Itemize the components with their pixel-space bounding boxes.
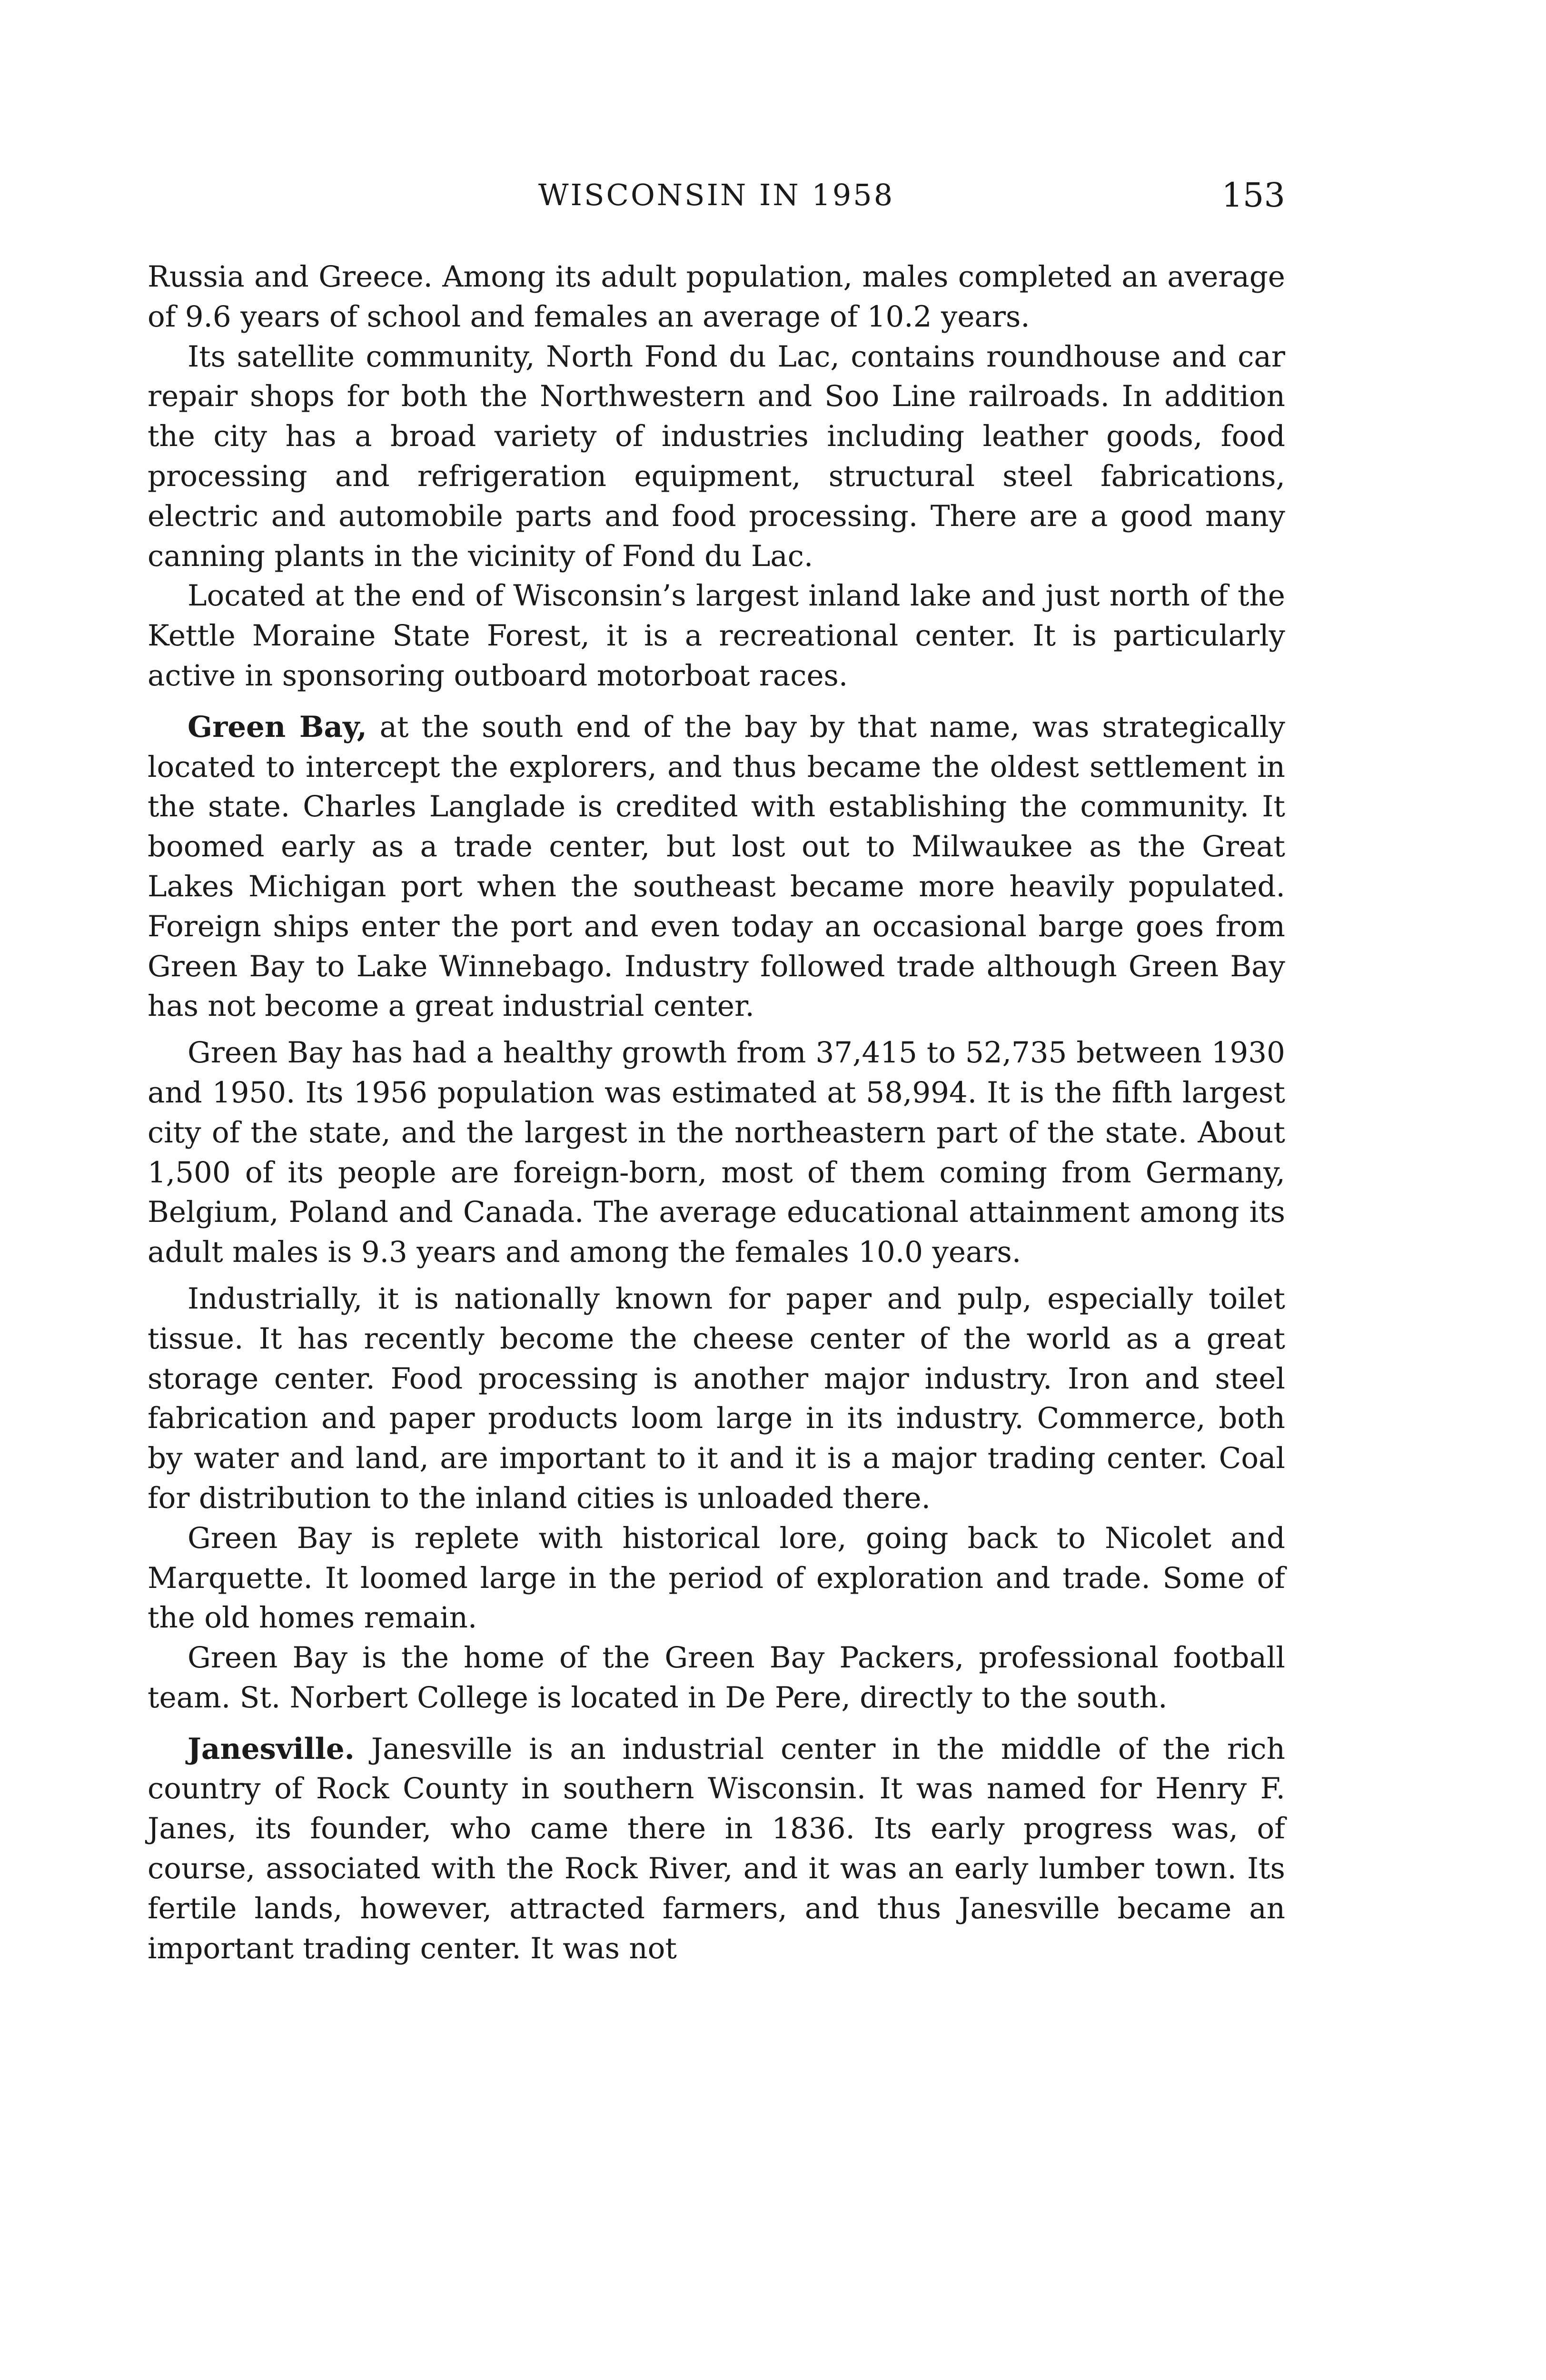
section-janesville <box>148 1729 1285 1969</box>
body-text <box>148 257 1285 1968</box>
section-heading: Green Bay, <box>188 710 367 744</box>
paragraph <box>148 576 1285 695</box>
paragraph-text: Green Bay is replete with historical lore, going back to Nicolet and Marquette. It loomed large in the period of exploration and trade. Some of the old homes remain. <box>148 1521 1285 1635</box>
paragraph-text: Russia and Greece. Among its adult population, males completed an average of 9.6 years of school and females an average of 10.2 years. <box>148 260 1285 334</box>
paragraph-text: at the south end of the bay by that name, was strategically located to intercept the explorers, and thus became the oldest settlement in the state. Charles Langlade is credited with establishing the community. It boomed early as a trade center, but lost out to Milwaukee as the Great Lakes Michigan port when the southeast became more heavily populated. Foreign ships enter the port and even today an occasional barge goes from Green Bay to Lake Winnebago. Industry followed trade although Green Bay has not become a great industrial center. <box>148 710 1285 1023</box>
section-green-bay <box>148 707 1285 1026</box>
section-heading: Janesville. <box>188 1732 355 1766</box>
paragraph-text: Green Bay is the home of the Green Bay Packers, professional football team. St. Norbert College is located in De Pere, directly to the south. <box>148 1641 1285 1715</box>
paragraph <box>148 337 1285 576</box>
paragraph <box>148 1518 1285 1638</box>
paragraph <box>148 1638 1285 1718</box>
paragraph-text: Janesville is an industrial center in the middle of the rich country of Rock County in southern Wisconsin. It was named for Henry F. Janes, its founder, who came there in 1836. Its early progress was, of course, associated with the Rock River, and it was an early lumber town. Its fertile lands, however, attracted farmers, and thus Janesville became an important trading center. It was not <box>148 1732 1285 1965</box>
paragraph-text: Located at the end of Wisconsin’s largest inland lake and just north of the Kettle Moraine State Forest, it is a recreational center. It is particularly active in sponsoring outboard motorboat races. <box>148 579 1285 693</box>
paragraph <box>148 257 1285 337</box>
paragraph-text: Industrially, it is nationally known for paper and pulp, especially toilet tissue. It has recently become the cheese center of the world as a great storage center. Food processing is another major industry. Iron and steel fabrication and paper products loom large in its industry. Commerce, both by water and land, are important to it and it is a major trading center. Coal for distribution to the inland cities is unloaded there. <box>148 1281 1285 1515</box>
paragraph <box>148 1033 1285 1272</box>
paragraph <box>148 1279 1285 1518</box>
running-head <box>148 171 1285 219</box>
running-title: WISCONSIN IN 1958 <box>538 178 895 212</box>
paragraph-text: Green Bay has had a healthy growth from 37,415 to 52,735 between 1930 and 1950. Its 1956 population was estimated at 58,994. It is the fifth largest city of the state, and the largest in the northeastern part of the state. About 1,500 of its people are foreign-born, most of them coming from Germany, Belgium, Poland and Canada. The average educational attainment among its adult males is 9.3 years and among the females 10.0 years. <box>148 1036 1285 1269</box>
paragraph-text: Its satellite community, North Fond du Lac, contains roundhouse and car repair shops for both the Northwestern and Soo Line railroads. In addition the city has a broad variety of industries including leather goods, food processing and refrigeration equipment, structural steel fabrications, electric and automobile parts and food processing. There are a good many canning plants in the vicinity of Fond du Lac. <box>148 339 1285 573</box>
page-number: 153 <box>1221 176 1285 215</box>
